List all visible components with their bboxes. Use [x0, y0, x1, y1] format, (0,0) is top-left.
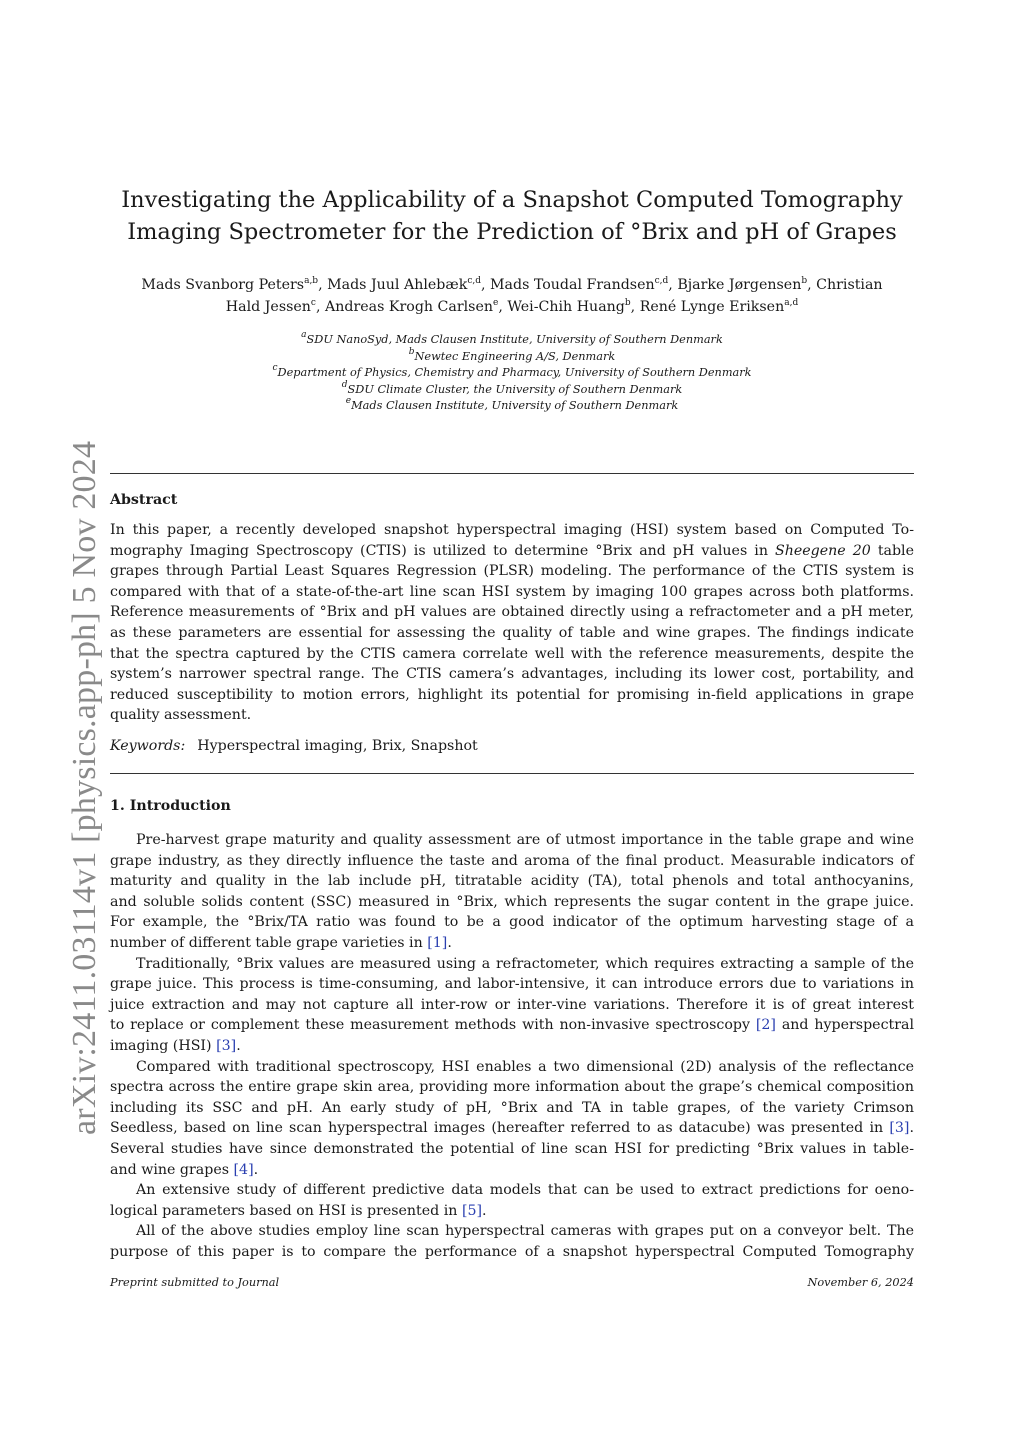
author-name: Wei-Chih Huang — [507, 299, 625, 315]
author-name: Mads Juul Ahlebæk — [327, 277, 468, 293]
citation-link[interactable]: [2] — [755, 1017, 776, 1034]
author-affiliation-mark: c,d — [654, 276, 669, 286]
author-affiliation-mark: b — [801, 276, 808, 286]
author-line: Mads Svanborg Peters$^{a,b}$, Mads Juul Ahlebæk$^{c,d}$, Mads Toudal Frandsen$^{c,d}$, Bjarke Jørgensen$^b$, Christian — [141, 276, 883, 293]
footer-date: November 6, 2024 — [807, 1276, 914, 1289]
keywords-label: Keywords: — [110, 738, 186, 754]
abstract-line: compared with that of a state-of-the-art line scan HSI system by imaging 100 grapes across both platforms. — [110, 583, 914, 600]
intro-line: Compared with traditional spectroscopy, HSI enables a two dimensional (2D) analysis of the reflectance — [136, 1058, 914, 1075]
citation-link[interactable]: [4] — [233, 1161, 254, 1178]
affiliation-list — [110, 332, 914, 415]
intro-line: maturity and quality in the lab include pH, titratable acidity (TA), total phenols and total anthocyanins, — [110, 873, 914, 890]
abstract-line: Reference measurements of °Brix and pH values are obtained directly using a refractometer and a pH meter, — [110, 604, 914, 621]
citation-link[interactable]: [3] — [216, 1037, 237, 1054]
intro-line: spectra across the entire grape skin area, providing more information about the grape’s chemical composition — [110, 1079, 914, 1096]
citation-link[interactable]: [3] — [889, 1120, 910, 1137]
affiliation: $^b$Newtec Engineering A/S, Denmark — [408, 346, 616, 363]
author-name: Mads Svanborg Peters — [141, 277, 305, 293]
author-name: Andreas Krogh Carlsen — [325, 299, 493, 315]
intro-line: Several studies have since demonstrated the potential of line scan HSI for predicting °Brix values in table- — [110, 1140, 914, 1157]
intro-line: All of the above studies employ line scan hyperspectral cameras with grapes put on a conveyor belt. The — [136, 1223, 914, 1240]
intro-line: and wine grapes [4]. — [110, 1161, 259, 1178]
keywords-text: Hyperspectral imaging, Brix, Snapshot — [197, 738, 478, 754]
introduction-body — [110, 830, 914, 1262]
intro-line: Seedless, based on line scan hyperspectral images (hereafter referred to as datacube) was presented in [3]. — [110, 1120, 914, 1137]
keywords — [110, 738, 478, 754]
intro-line: logical parameters based on HSI is presented in [5]. — [110, 1202, 487, 1219]
abstract-line: as these parameters are essential for assessing the quality of table and wine grapes. The findings indicate — [110, 624, 914, 641]
abstract-line: system’s narrower spectral range. The CTIS camera’s advantages, including its lower cost, portability, and — [110, 666, 914, 683]
author-affiliation-mark: a,d — [784, 298, 799, 308]
intro-line: For example, the °Brix/TA ratio was found to be a good indicator of the optimum harvesting stage of a — [110, 914, 914, 931]
grape-variety: Sheegene 20 — [775, 542, 871, 559]
paper-title — [110, 184, 914, 248]
author-line: Hald Jessen$^c$, Andreas Krogh Carlsen$^e$, Wei-Chih Huang$^b$, René Lynge Eriksen$^{a,d}$ — [225, 298, 799, 315]
citation-link[interactable]: [1] — [427, 934, 448, 951]
title-line: Imaging Spectrometer for the Prediction of °Brix and pH of Grapes — [127, 219, 897, 245]
author-affiliation-mark: a,b — [304, 276, 319, 286]
intro-line: Traditionally, °Brix values are measured using a refractometer, which requires extracting a sample of the — [136, 955, 914, 972]
intro-line: grape juice. This process is time-consuming, and labor-intensive, it can introduce errors due to variations in — [110, 976, 914, 993]
affiliation: $^e$Mads Clausen Institute, University of Southern Denmark — [345, 396, 679, 412]
introduction-heading: 1. Introduction — [110, 798, 231, 814]
author-name: René Lynge Eriksen — [639, 299, 785, 315]
intro-line: including its SSC and pH. An early study of pH, °Brix and TA in table grapes, of the variety Crimson — [110, 1099, 914, 1116]
title-line: Investigating the Applicability of a Snapshot Computed Tomography — [121, 187, 903, 213]
intro-line: imaging (HSI) [3]. — [110, 1037, 241, 1054]
intro-line: An extensive study of different predictive data models that can be used to extract predictions for oeno- — [136, 1182, 914, 1199]
abstract-line: In this paper, a recently developed snapshot hyperspectral imaging (HSI) system based on Computed To- — [110, 522, 914, 538]
abstract-line: quality assessment. — [110, 707, 252, 724]
author-affiliation-mark: e — [493, 298, 499, 308]
abstract-line: grapes through Partial Least Squares Regression (PLSR) modeling. The performance of the CTIS system is — [110, 563, 914, 580]
author-name-part: Christian — [816, 277, 883, 293]
affiliation: $^a$SDU NanoSyd, Mads Clausen Institute, University of Southern Denmark — [301, 330, 723, 346]
author-affiliation-mark: c — [310, 298, 316, 308]
intro-line: Pre-harvest grape maturity and quality assessment are of utmost importance in the table grape and wine — [136, 832, 914, 848]
intro-line: number of different table grape varieties in [1]. — [110, 934, 452, 951]
bottom-divider — [110, 773, 914, 774]
intro-line: and soluble solids content (SSC) measured in °Brix, which represents the sugar content in the grape juice. — [110, 893, 914, 910]
abstract-body — [110, 520, 914, 726]
author-list — [110, 274, 914, 318]
affiliation: $^c$Department of Physics, Chemistry and Pharmacy, University of Southern Denmark — [272, 363, 752, 379]
intro-line: to replace or complement these measurement methods with non-invasive spectroscopy [2] and hyperspectral — [110, 1017, 914, 1034]
abstract-line: reduced susceptibility to motion errors, highlight its potential for promising in-field applications in grape — [110, 686, 914, 703]
author-affiliation-mark: c,d — [467, 276, 481, 286]
intro-line: purpose of this paper is to compare the performance of a snapshot hyperspectral Computed Tomography — [110, 1243, 914, 1260]
top-divider — [110, 473, 914, 474]
abstract-line: that the spectra captured by the CTIS camera correlate well with the reference measurements, despite the — [110, 645, 914, 662]
intro-line: grape industry, as they directly influence the taste and aroma of the final product. Measurable indicators of — [110, 852, 914, 869]
author-name: Bjarke Jørgensen — [677, 277, 802, 293]
footer-preprint-note: Preprint submitted to Journal — [110, 1276, 280, 1289]
abstract-line: mography Imaging Spectroscopy (CTIS) is utilized to determine °Brix and pH values in Sheegene 20 table — [110, 542, 914, 559]
author-name-part: Hald Jessen — [225, 299, 311, 315]
author-name: Mads Toudal Frandsen — [490, 277, 655, 293]
citation-link[interactable]: [5] — [461, 1202, 483, 1219]
arxiv-identifier: arXiv:2411.03114v1 [physics.app-ph] 5 Nov 2024 — [66, 440, 103, 1135]
abstract-heading: Abstract — [110, 492, 178, 508]
author-affiliation-mark: b — [624, 298, 631, 308]
intro-line: juice extraction and may not capture all inter-row or inter-vine variations. Therefore it is of great interest — [110, 996, 914, 1013]
affiliation: $^d$SDU Climate Cluster, the University of Southern Denmark — [341, 379, 683, 396]
